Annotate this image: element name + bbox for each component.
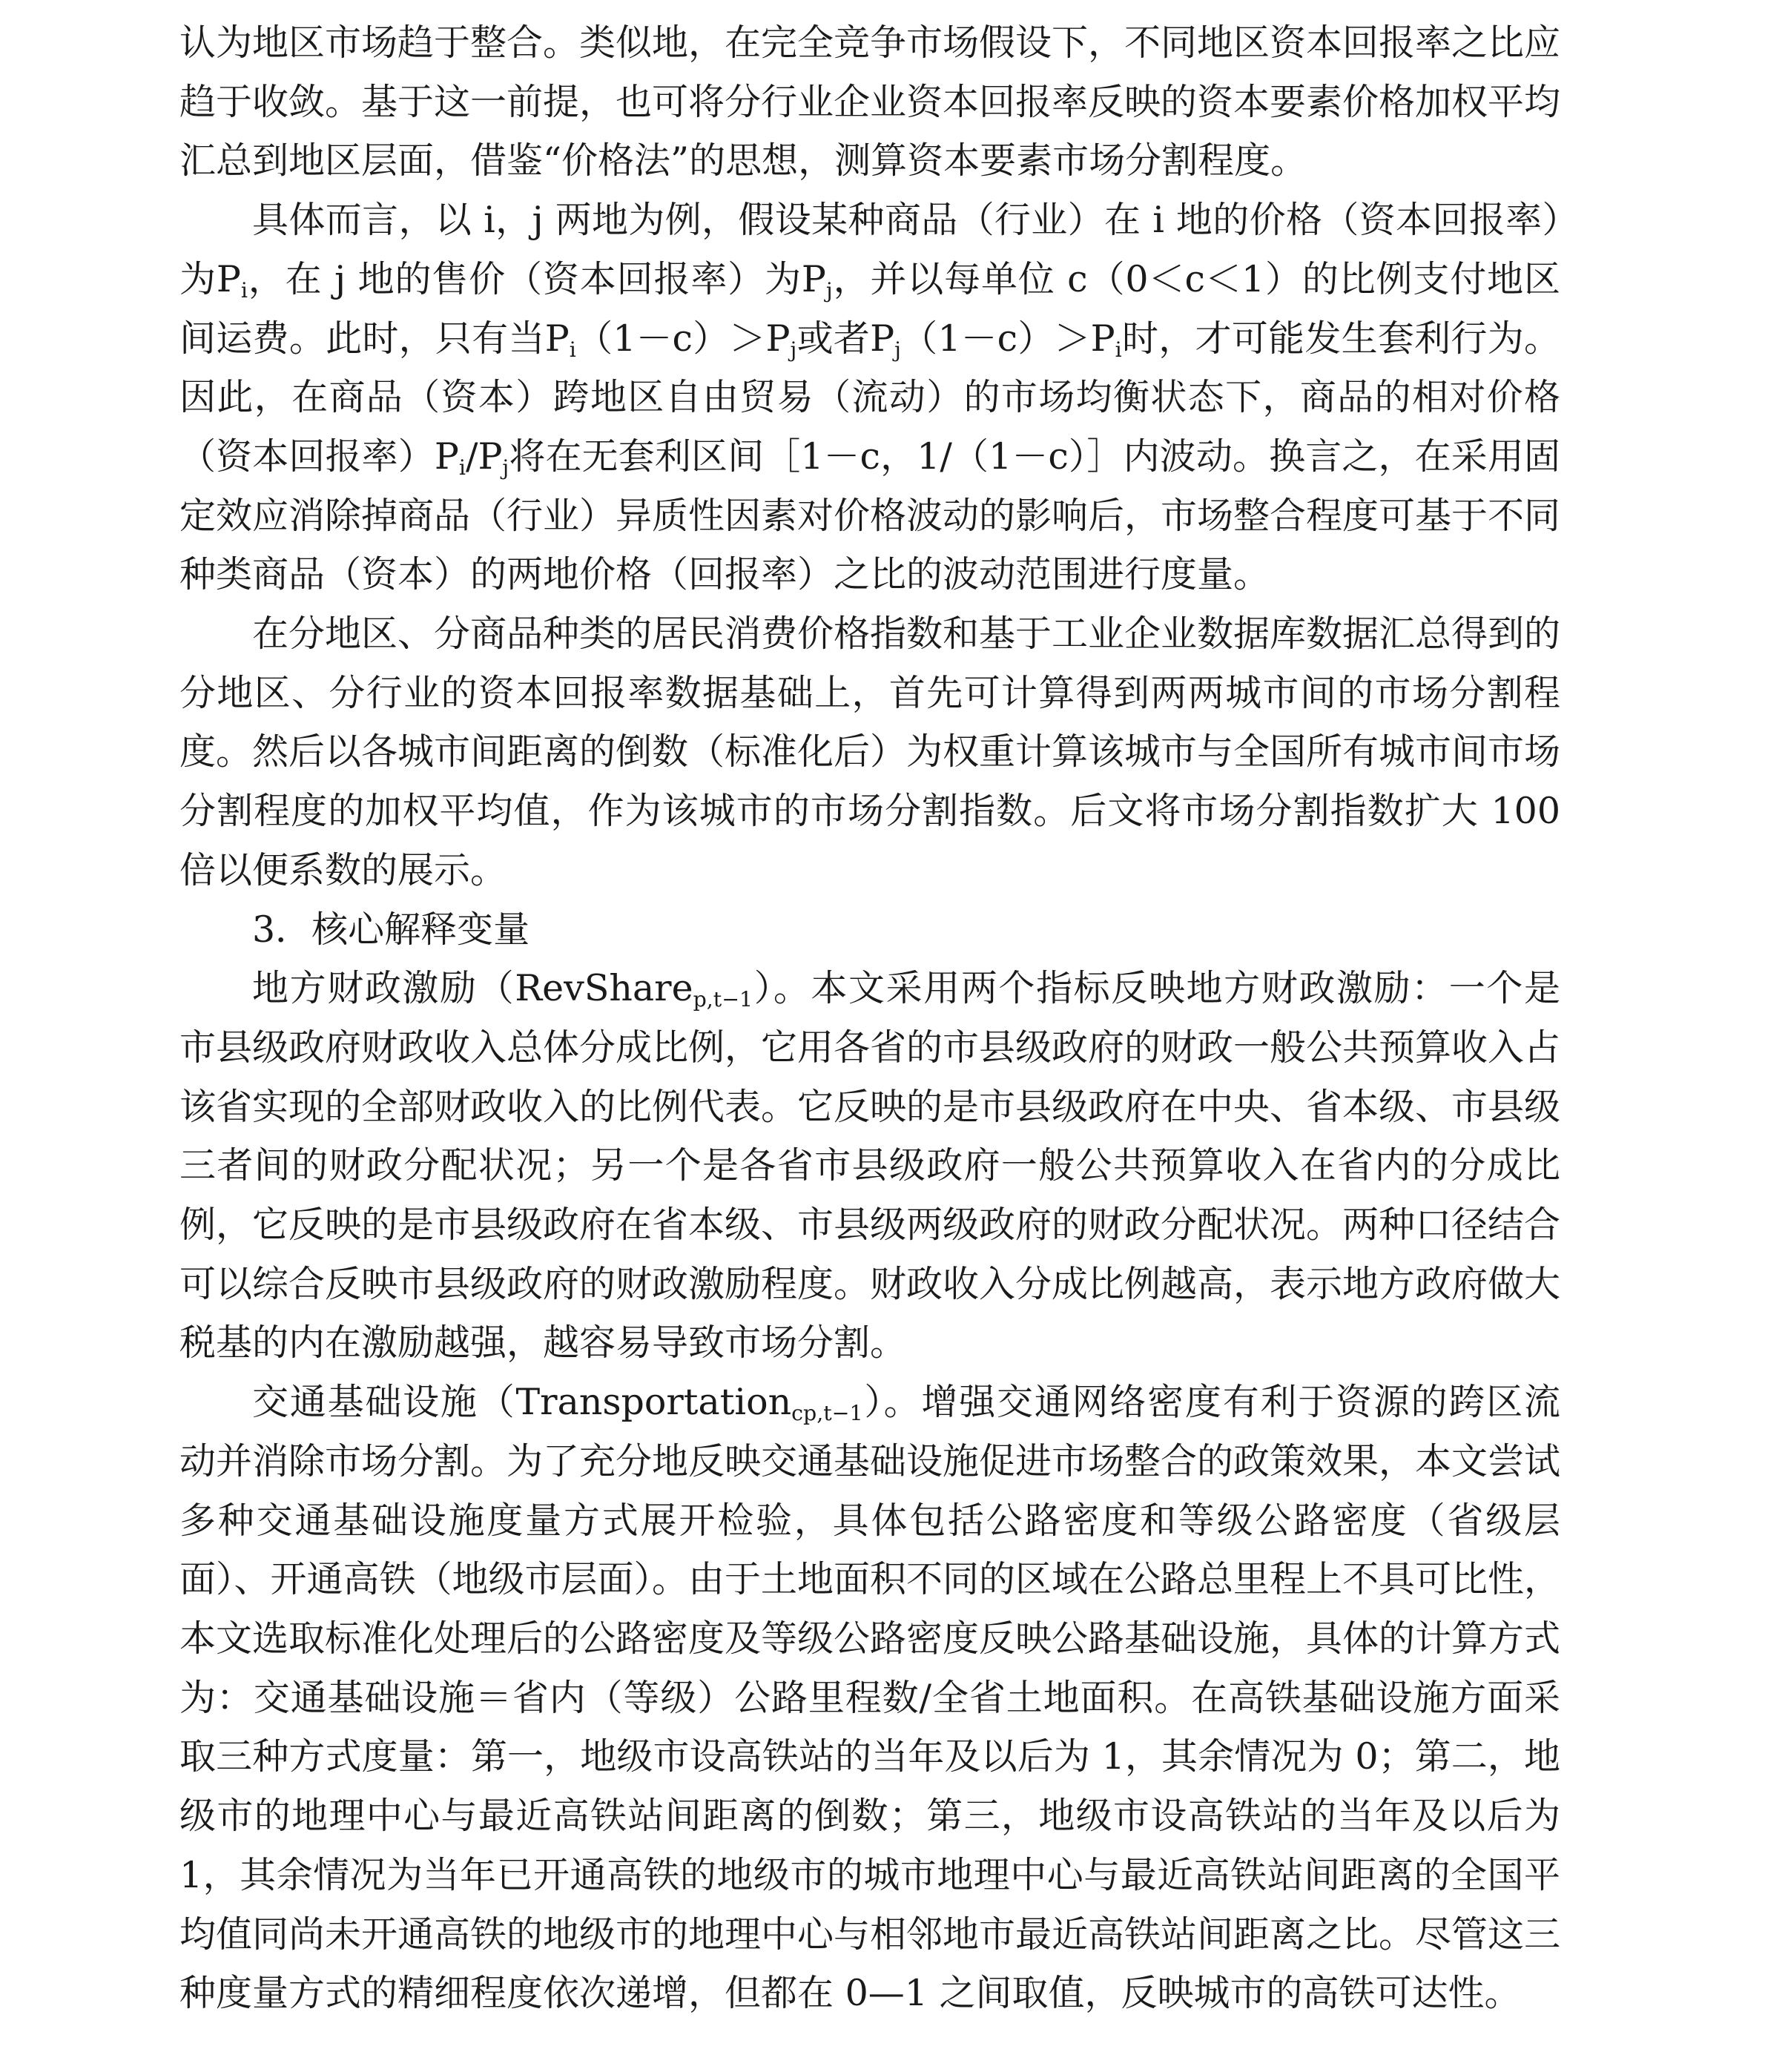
text-run: ）。增强交通网络密度有利于资源的跨区流动并消除市场分割。为了充分地反映交通基础设施促进市场整合的政策效果，本文尝试多种交通基础设施度量方式展开检验，具体包括公路密度和等级公路密度（省级层面）、开通高铁（地级市层面）。由于土地面积不同的区域在公路总里程上不具可比性，本文选取标准化处理后的公路密度及等级公路密度反映公路基础设施，具体的计算方式为：交通基础设施＝省内（等级）公路里程数/全省土地面积。在高铁基础设施方面采取三种方式度量：第一，地级市设高铁站的当年及以后为 1，其余情况为 0；第二，地级市的地理中心与最近高铁站间距离的倒数；第三，地级市设高铁站的当年及以后为 1，其余情况为当年已开通高铁的地级市的城市地理中心与最近高铁站间距离的全国平均值同尚未开通高铁的地级市的地理中心与相邻地市最近高铁站间距离之比。尽管这三种度量方式的精细程度依次递增，但都在 0—1 之间取值，反映城市的高铁可达性。 bbox=[179, 1381, 1561, 2015]
text-run: 或者P bbox=[796, 317, 895, 360]
subscript: i bbox=[458, 455, 466, 480]
body-paragraph bbox=[179, 191, 1560, 604]
body-paragraph: 认为地区市场趋于整合。类似地，在完全竞争市场假设下，不同地区资本回报率之比应趋于收敛。基于这一前提，也可将分行业企业资本回报率反映的资本要素价格加权平均汇总到地区层面，借鉴“价格法”的思想，测算资本要素市场分割程度。 bbox=[179, 22, 1561, 182]
text-run: 交通基础设施（Transportation bbox=[252, 1381, 792, 1424]
text-run: ，在 j 地的售价（资本回报率）为P bbox=[247, 257, 826, 300]
text-run: /P bbox=[465, 435, 503, 478]
body-paragraph: 在分地区、分商品种类的居民消费价格指数和基于工业企业数据库数据汇总得到的分地区、分行业的资本回报率数据基础上，首先可计算得到两两城市间的市场分割程度。然后以各城市间距离的倒数（标准化后）为权重计算该城市与全国所有城市间市场分割程度的加权平均值，作为该城市的市场分割指数。后文将市场分割指数扩大 100 倍以便系数的展示。 bbox=[179, 613, 1561, 891]
text-run: （1－c）＞P bbox=[575, 317, 791, 360]
text-run: ）。本文采用两个指标反映地方财政激励：一个是市县级政府财政收入总体分成比例，它用各省的市县级政府的财政一般公共预算收入占该省实现的全部财政收入的比例代表。它反映的是市县级政府在中央、省本级、市县级三者间的财政分配状况；另一个是各省市县级政府一般公共预算收入在省内的分成比例，它反映的是市县级政府在省本级、市县级两级政府的财政分配状况。两种口径结合可以综合反映市县级政府的财政激励程度。财政收入分成比例越高，表示地方政府做大税基的内在激励越强，越容易导致市场分割。 bbox=[179, 967, 1561, 1365]
subscript: p,t−1 bbox=[693, 987, 753, 1012]
subscript: i bbox=[1115, 337, 1122, 362]
text-run: ，并以每单位 c（0＜c＜1）的比例支付地区间运费。此时，只有当P bbox=[179, 257, 1561, 360]
text-run: 地方财政激励（RevShare bbox=[252, 967, 693, 1010]
section-heading: 3．核心解释变量 bbox=[252, 908, 530, 951]
body-paragraph bbox=[179, 959, 1560, 1373]
subscript: j bbox=[502, 455, 509, 480]
text-run: 将在无套利区间［1－c，1/（1－c）］内波动。换言之，在采用固定效应消除掉商品（行业）异质性因素对价格波动的影响后，市场整合程度可基于不同种类商品（资本）的两地价格（回报率）之比的波动范围进行度量。 bbox=[179, 435, 1561, 596]
subscript: j bbox=[790, 337, 797, 362]
subscript: j bbox=[894, 337, 901, 362]
document-page bbox=[179, 13, 1560, 2023]
text-run: 时，才可能发生套利行为。因此，在商品（资本）跨地区自由贸易（流动）的市场均衡状态下，商品的相对价格（资本回报率）P bbox=[179, 317, 1560, 478]
subscript: j bbox=[825, 277, 833, 303]
subscript: i bbox=[569, 337, 576, 362]
text-run: （1－c）＞P bbox=[900, 317, 1115, 360]
body-paragraph bbox=[179, 1373, 1560, 2023]
subscript: cp,t−1 bbox=[791, 1401, 863, 1426]
text-run: 具体而言，以 i，j 两地为例，假设某种商品（行业）在 i 地的价格（资本回报率）为P bbox=[179, 199, 1560, 300]
subscript: i bbox=[240, 277, 248, 303]
